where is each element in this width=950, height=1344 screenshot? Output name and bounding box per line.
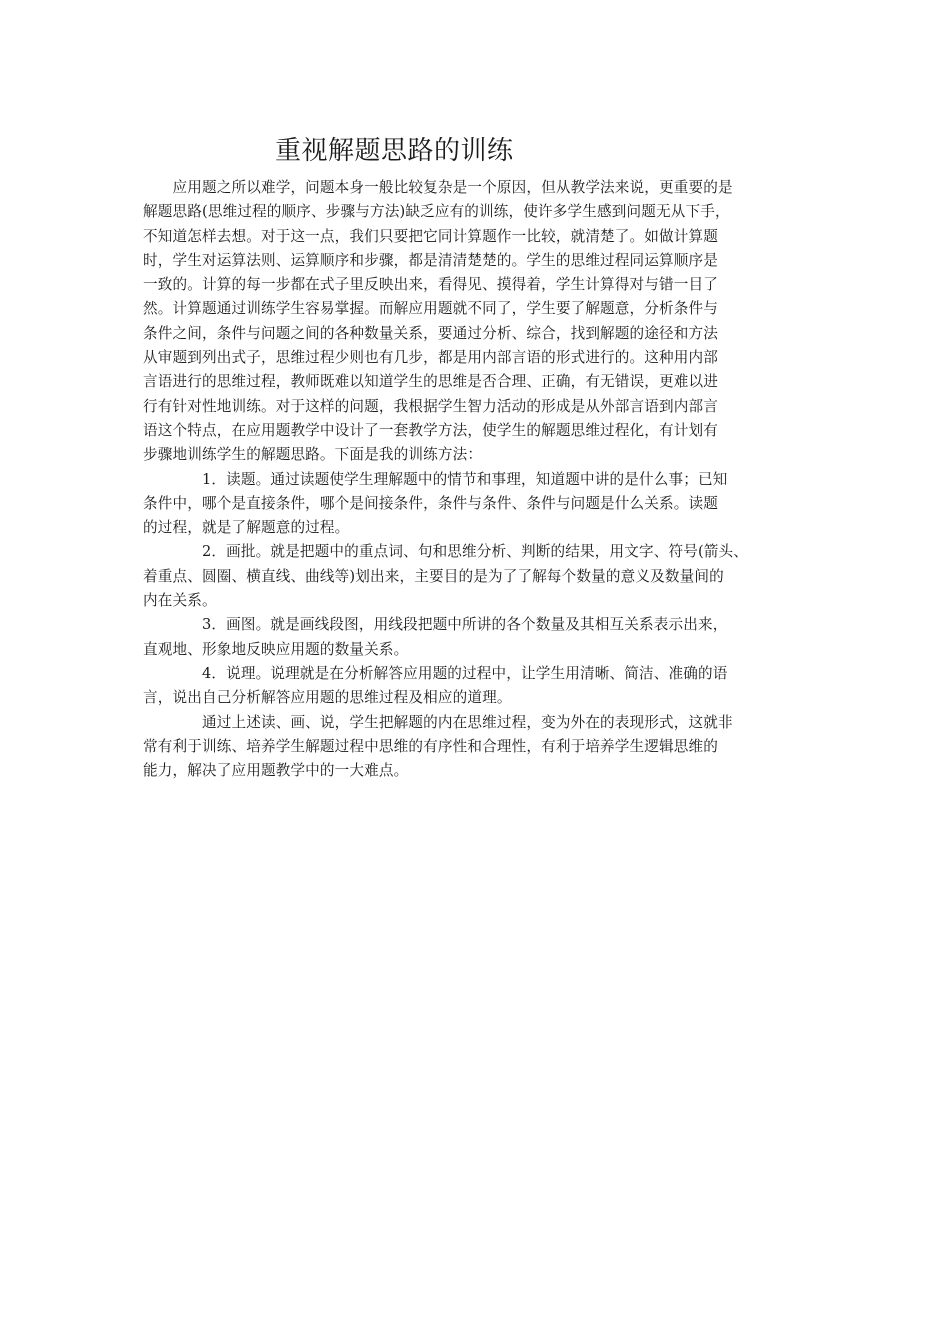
text-line: 行有针对性地训练。对于这样的问题，我根据学生智力活动的形成是从外部言语到内部言 — [143, 397, 719, 415]
text-line: 2．画批。就是把题中的重点词、句和思维分析、判断的结果，用文字、符号(箭头、 — [143, 543, 749, 561]
text-line: 着重点、圆圈、横直线、曲线等)划出来，主要目的是为了了解每个数量的意义及数量间的 — [143, 567, 724, 585]
text-line: 解题思路(思维过程的顺序、步骤与方法)缺乏应有的训练，使许多学生感到问题无从下手， — [143, 203, 730, 221]
text-line: 一致的。计算的每一步都在式子里反映出来，看得见、摸得着，学生计算得对与错一目了 — [143, 276, 719, 294]
document-title: 重视解题思路的训练 — [275, 136, 514, 166]
text-line: 不知道怎样去想。对于这一点，我们只要把它同计算题作一比较，就清楚了。如做计算题 — [143, 227, 719, 245]
document-body — [143, 176, 809, 783]
text-line: 条件之间，条件与问题之间的各种数量关系，要通过分析、综合，找到解题的途径和方法 — [143, 324, 719, 342]
text-line: 直观地、形象地反映应用题的数量关系。 — [143, 640, 409, 658]
text-line: 从审题到列出式子，思维过程少则也有几步，都是用内部言语的形式进行的。这种用内部 — [143, 349, 719, 367]
text-line: 3．画图。就是画线段图，用线段把题中所讲的各个数量及其相互关系表示出来， — [143, 616, 728, 634]
text-line: 言语进行的思维过程，教师既难以知道学生的思维是否合理、正确，有无错误，更难以进 — [143, 373, 719, 391]
text-line: 4．说理。说理就是在分析解答应用题的过程中，让学生用清晰、简洁、准确的语 — [143, 664, 728, 682]
text-line: 时，学生对运算法则、运算顺序和步骤，都是清清楚楚的。学生的思维过程同运算顺序是 — [143, 251, 719, 269]
text-line: 然。计算题通过训练学生容易掌握。而解应用题就不同了，学生要了解题意，分析条件与 — [143, 300, 719, 318]
text-line: 常有利于训练、培养学生解题过程中思维的有序性和合理性，有利于培养学生逻辑思维的 — [143, 737, 719, 755]
text-line: 能力，解决了应用题教学中的一大难点。 — [143, 762, 409, 780]
text-line: 的过程，就是了解题意的过程。 — [143, 519, 350, 537]
text-line: 言，说出自己分析解答应用题的思维过程及相应的道理。 — [143, 689, 512, 707]
text-line: 应用题之所以难学，问题本身一般比较复杂是一个原因，但从教学法来说，更重要的是 — [143, 179, 733, 196]
text-line: 内在关系。 — [143, 592, 217, 610]
text-line: 条件中，哪个是直接条件，哪个是间接条件，条件与条件、条件与问题是什么关系。读题 — [143, 494, 719, 512]
text-line: 步骤地训练学生的解题思路。下面是我的训练方法： — [143, 446, 483, 464]
text-line: 语这个特点，在应用题教学中设计了一套教学方法，使学生的解题思维过程化，有计划有 — [143, 421, 719, 439]
text-line: 1．读题。通过读题使学生理解题中的情节和事理，知道题中讲的是什么事；已知 — [143, 470, 728, 488]
text-line: 通过上述读、画、说，学生把解题的内在思维过程，变为外在的表现形式，这就非 — [143, 713, 733, 731]
